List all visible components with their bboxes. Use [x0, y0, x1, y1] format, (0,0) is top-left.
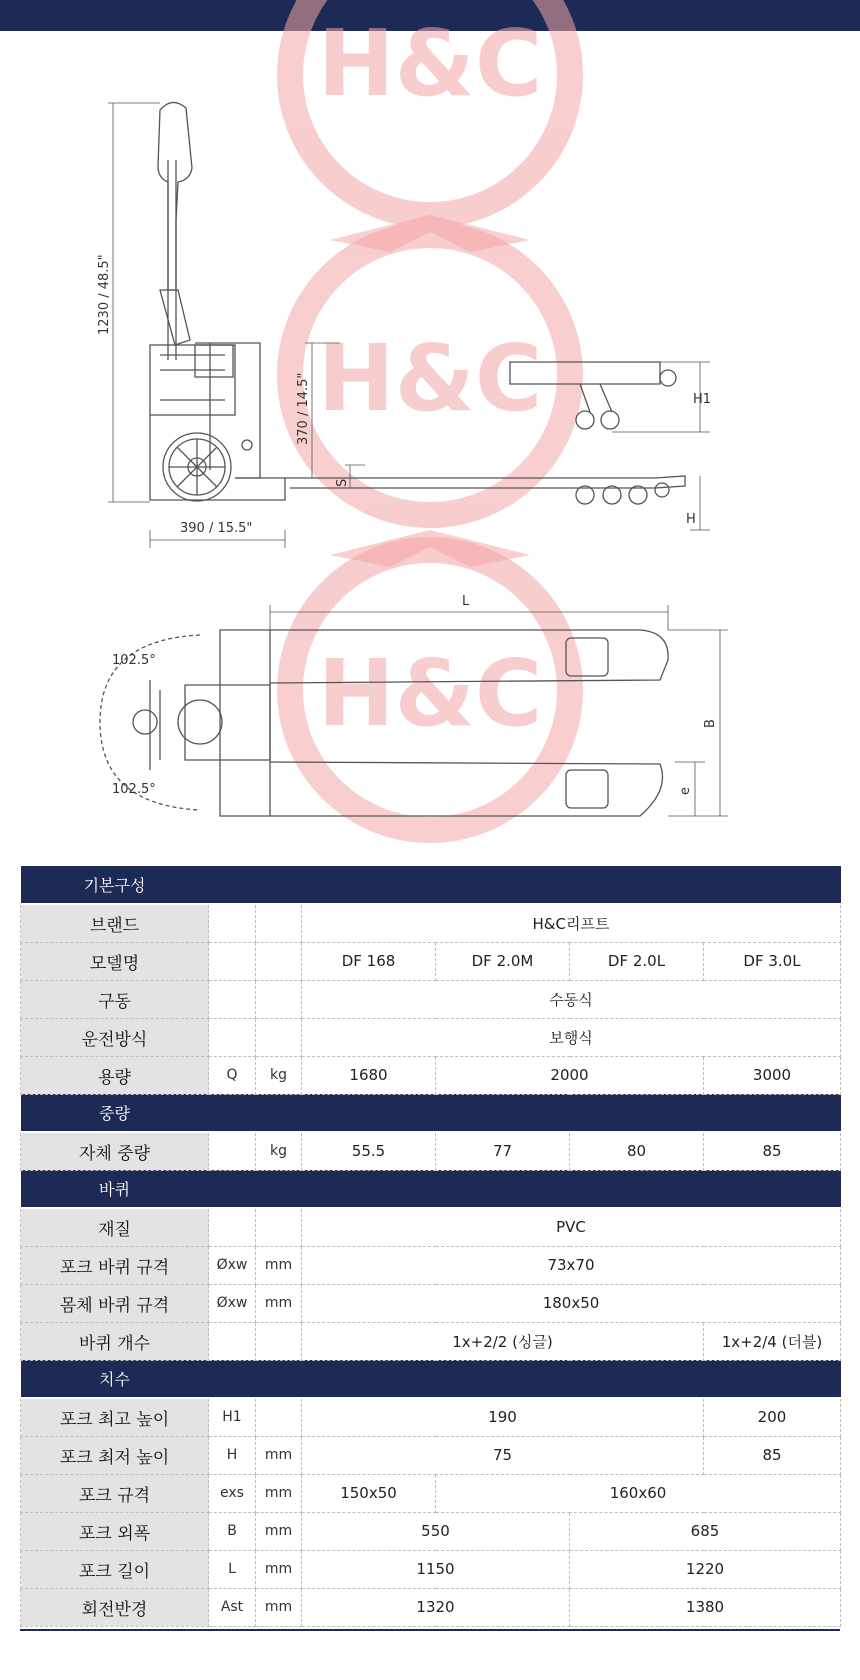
- capacity-value-1: 1680: [302, 1056, 436, 1094]
- operation-label: 운전방식: [21, 1018, 209, 1056]
- fork-width-label: 포크 외폭: [21, 1512, 209, 1550]
- self-weight-value-1: 55.5: [302, 1132, 436, 1170]
- section-dimension-title: 치수: [21, 1360, 209, 1398]
- fork-wheel-value: 73x70: [302, 1246, 841, 1284]
- material-value: PVC: [302, 1208, 841, 1246]
- row-fork-wheel: [21, 1246, 841, 1284]
- model-value-1: DF 168: [302, 942, 436, 980]
- fork-min-unit: mm: [256, 1436, 302, 1474]
- fork-wheel-label: 포크 바퀴 규격: [21, 1246, 209, 1284]
- section-weight: [21, 1094, 841, 1132]
- fork-side: [235, 476, 685, 488]
- turn-radius-unit: mm: [256, 1588, 302, 1626]
- label-l: L: [462, 594, 470, 609]
- body-wheel-sym: Øxw: [209, 1284, 256, 1322]
- fork-max-sym: H1: [209, 1398, 256, 1436]
- capacity-label: 용량: [21, 1056, 209, 1094]
- capacity-value-2: 2000: [436, 1056, 704, 1094]
- spec-table: [20, 866, 841, 1627]
- row-self-weight: [21, 1132, 841, 1170]
- row-drive: [21, 980, 841, 1018]
- model-value-3: DF 2.0L: [570, 942, 704, 980]
- fork-width-value-2: 685: [570, 1512, 841, 1550]
- fork-size-value-2: 160x60: [436, 1474, 841, 1512]
- drive-value: 수동식: [302, 980, 841, 1018]
- label-b: B: [703, 719, 718, 728]
- fork-length-unit: mm: [256, 1550, 302, 1588]
- fork-width-value-1: 550: [302, 1512, 570, 1550]
- dim-total-height: [108, 103, 160, 502]
- fork-min-sym: H: [209, 1436, 256, 1474]
- wheel-count-value-2: 1x+2/4 (더블): [704, 1322, 841, 1360]
- label-angle-bottom: 102.5°: [112, 782, 156, 797]
- top-frame: [220, 630, 270, 816]
- watermark-text-3: H&C: [317, 640, 543, 747]
- fork-size-value-1: 150x50: [302, 1474, 436, 1512]
- row-operation: [21, 1018, 841, 1056]
- fork-max-label: 포크 최고 높이: [21, 1398, 209, 1436]
- body-wheel-label: 몸체 바퀴 규격: [21, 1284, 209, 1322]
- fork-wheel-unit: mm: [256, 1246, 302, 1284]
- dim-b: [668, 630, 728, 816]
- section-weight-title: 중량: [21, 1094, 209, 1132]
- turn-radius-sym: Ast: [209, 1588, 256, 1626]
- handle-grip: [158, 102, 192, 290]
- fork-width-unit: mm: [256, 1512, 302, 1550]
- self-weight-value-3: 80: [570, 1132, 704, 1170]
- section-wheel: [21, 1170, 841, 1208]
- capacity-value-3: 3000: [704, 1056, 841, 1094]
- self-weight-label: 자체 중량: [21, 1132, 209, 1170]
- fork-min-value-2: 85: [704, 1436, 841, 1474]
- capacity-sym: Q: [209, 1056, 256, 1094]
- body-wheel-unit: mm: [256, 1284, 302, 1322]
- row-fork-width: [21, 1512, 841, 1550]
- self-weight-value-2: 77: [436, 1132, 570, 1170]
- label-h: H: [686, 512, 696, 527]
- label-height-total: 1230 / 48.5": [97, 254, 112, 335]
- handle-shaft: [168, 160, 176, 360]
- section-basic: [21, 866, 841, 904]
- section-basic-title: 기본구성: [21, 866, 209, 904]
- row-material: [21, 1208, 841, 1246]
- fork-size-label: 포크 규격: [21, 1474, 209, 1512]
- label-h1: H1: [693, 392, 712, 407]
- label-angle-top: 102.5°: [112, 653, 156, 668]
- fork-length-label: 포크 길이: [21, 1550, 209, 1588]
- drive-label: 구동: [21, 980, 209, 1018]
- self-weight-unit: kg: [256, 1132, 302, 1170]
- operation-value: 보행식: [302, 1018, 841, 1056]
- fork-max-value-1: 190: [302, 1398, 704, 1436]
- fork-raised: [510, 362, 660, 384]
- fork-roller-top-1: [566, 638, 608, 676]
- brand-label: 브랜드: [21, 904, 209, 942]
- section-wheel-title: 바퀴: [21, 1170, 209, 1208]
- row-turn-radius: [21, 1588, 841, 1626]
- table-bottom-rule: [20, 1629, 840, 1631]
- watermark-text-2: H&C: [317, 325, 543, 432]
- label-frame-height: 370 / 14.5": [296, 372, 311, 445]
- body-wheel-value: 180x50: [302, 1284, 841, 1322]
- brand-value: H&C리프트: [302, 904, 841, 942]
- watermark-text-1: H&C: [317, 10, 543, 117]
- self-weight-value-4: 85: [704, 1132, 841, 1170]
- fork-min-value-1: 75: [302, 1436, 704, 1474]
- fork-length-value-1: 1150: [302, 1550, 570, 1588]
- turn-radius-value-2: 1380: [570, 1588, 841, 1626]
- handle-joint: [160, 290, 190, 345]
- capacity-unit: kg: [256, 1056, 302, 1094]
- row-body-wheel: [21, 1284, 841, 1322]
- fork-length-sym: L: [209, 1550, 256, 1588]
- section-dimension: [21, 1360, 841, 1398]
- model-value-4: DF 3.0L: [704, 942, 841, 980]
- wheel-count-label: 바퀴 개수: [21, 1322, 209, 1360]
- fork-width-sym: B: [209, 1512, 256, 1550]
- fork-size-unit: mm: [256, 1474, 302, 1512]
- model-value-2: DF 2.0M: [436, 942, 570, 980]
- label-body-width: 390 / 15.5": [180, 521, 253, 536]
- label-s: S: [335, 478, 350, 487]
- row-wheel-count: [21, 1322, 841, 1360]
- fork-min-label: 포크 최저 높이: [21, 1436, 209, 1474]
- turn-radius-label: 회전반경: [21, 1588, 209, 1626]
- fork-length-value-2: 1220: [570, 1550, 841, 1588]
- row-fork-max: [21, 1398, 841, 1436]
- wheel-count-value-1: 1x+2/2 (싱글): [302, 1322, 704, 1360]
- row-model: [21, 942, 841, 980]
- turn-radius-value-1: 1320: [302, 1588, 570, 1626]
- fork-roller-top-2: [566, 770, 608, 808]
- row-fork-size: [21, 1474, 841, 1512]
- label-e: e: [678, 787, 693, 795]
- row-fork-min: [21, 1436, 841, 1474]
- load-roller: [576, 411, 594, 429]
- row-capacity: [21, 1056, 841, 1094]
- row-brand: [21, 904, 841, 942]
- fork-size-sym: exs: [209, 1474, 256, 1512]
- fork-wheel-sym: Øxw: [209, 1246, 256, 1284]
- material-label: 재질: [21, 1208, 209, 1246]
- row-fork-length: [21, 1550, 841, 1588]
- fork-max-value-2: 200: [704, 1398, 841, 1436]
- model-label: 모델명: [21, 942, 209, 980]
- frame-mast: [195, 343, 260, 478]
